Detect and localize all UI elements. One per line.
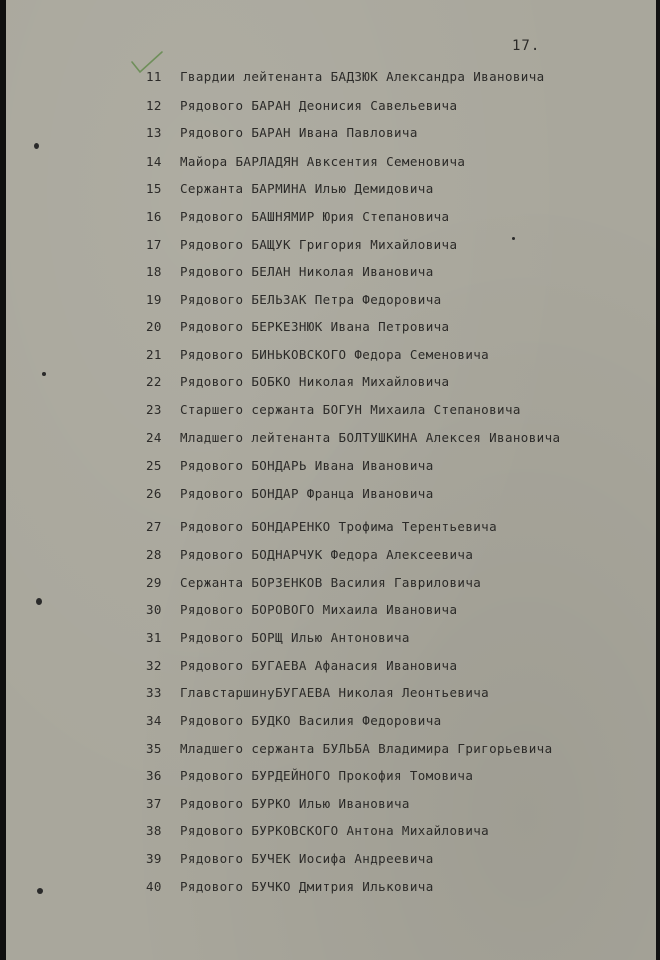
entry-text: Рядового БУРКО Илью Ивановича	[180, 796, 410, 811]
entry-number: 12	[146, 98, 162, 113]
entry-text: Рядового БОНДАРЕНКО Трофима Терентьевича	[180, 519, 498, 534]
entry-number: 32	[146, 658, 162, 673]
page-number: 17.	[512, 38, 541, 54]
entry-text: Рядового БОРЩ Илью Антоновича	[180, 630, 410, 645]
scan-border-right	[656, 0, 660, 960]
entry-number: 22	[146, 374, 162, 389]
entry-text: Рядового БУЧКО Дмитрия Ильковича	[180, 879, 434, 894]
entry-text: Старшего сержанта БОГУН Михаила Степановича	[180, 402, 521, 417]
entry-number: 24	[146, 430, 162, 445]
entry-number: 14	[146, 154, 162, 169]
ink-smudge	[34, 143, 39, 149]
ink-smudge	[512, 237, 515, 240]
entry-number: 21	[146, 347, 162, 362]
entry-number: 25	[146, 458, 162, 473]
entry-number: 29	[146, 575, 162, 590]
entry-text: Рядового БАРАН Ивана Павловича	[180, 125, 418, 140]
entry-number: 26	[146, 486, 162, 501]
entry-text: Рядового БОНДАРЬ Ивана Ивановича	[180, 458, 434, 473]
ink-smudge	[42, 372, 46, 376]
entry-number: 16	[146, 209, 162, 224]
entry-number: 35	[146, 741, 162, 756]
entry-text: ГлавстаршинуБУГАЕВА Николая Леонтьевича	[180, 685, 490, 700]
entry-number: 18	[146, 264, 162, 279]
entry-text: Рядового БЕЛАН Николая Ивановича	[180, 264, 434, 279]
entry-text: Гвардии лейтенанта БАДЗЮК Александра Ивановича	[180, 69, 545, 84]
entry-number: 20	[146, 319, 162, 334]
entry-number: 15	[146, 181, 162, 196]
entry-number: 34	[146, 713, 162, 728]
entry-number: 13	[146, 125, 162, 140]
entry-number: 37	[146, 796, 162, 811]
entry-text: Майора БАРЛАДЯН Авксентия Семеновича	[180, 154, 466, 169]
entry-text: Рядового БУДКО Василия Федоровича	[180, 713, 442, 728]
entry-text: Рядового БЕЛЬЗАК Петра Федоровича	[180, 292, 442, 307]
entry-text: Рядового БОРОВОГО Михаила Ивановича	[180, 602, 458, 617]
entry-number: 27	[146, 519, 162, 534]
entry-text: Рядового БЕРКЕЗНЮК Ивана Петровича	[180, 319, 450, 334]
entry-text: Младшего лейтенанта БОЛТУШКИНА Алексея Ивановича	[180, 430, 561, 445]
entry-number: 39	[146, 851, 162, 866]
entry-number: 38	[146, 823, 162, 838]
entry-text: Младшего сержанта БУЛЬБА Владимира Григорьевича	[180, 741, 553, 756]
entry-text: Рядового БОДНАРЧУК Федора Алексеевича	[180, 547, 474, 562]
entry-text: Рядового БУЧЕК Иосифа Андреевича	[180, 851, 434, 866]
entry-number: 36	[146, 768, 162, 783]
entry-text: Рядового БАШНЯМИР Юрия Степановича	[180, 209, 450, 224]
entry-text: Рядового БУРДЕЙНОГО Прокофия Томовича	[180, 768, 474, 783]
entry-text: Рядового БАЩУК Григория Михайловича	[180, 237, 458, 252]
entry-number: 31	[146, 630, 162, 645]
entry-number: 30	[146, 602, 162, 617]
entry-text: Рядового БУГАЕВА Афанасия Ивановича	[180, 658, 458, 673]
ink-smudge	[36, 598, 42, 605]
entry-text: Сержанта БОРЗЕНКОВ Василия Гавриловича	[180, 575, 482, 590]
entry-text: Рядового БУРКОВСКОГО Антона Михайловича	[180, 823, 490, 838]
entry-text: Сержанта БАРМИНА Илью Демидовича	[180, 181, 434, 196]
entry-number: 19	[146, 292, 162, 307]
entry-number: 23	[146, 402, 162, 417]
entry-text: Рядового БИНЬКОВСКОГО Федора Семеновича	[180, 347, 490, 362]
entry-text: Рядового БАРАН Деонисия Савельевича	[180, 98, 458, 113]
entry-number: 40	[146, 879, 162, 894]
entry-number: 11	[146, 69, 162, 84]
entry-number: 28	[146, 547, 162, 562]
scan-border-left	[0, 0, 6, 960]
ink-smudge	[37, 888, 43, 894]
document-page	[6, 0, 656, 960]
entry-number: 33	[146, 685, 162, 700]
entry-text: Рядового БОНДАР Франца Ивановича	[180, 486, 434, 501]
entry-text: Рядового БОБКО Николая Михайловича	[180, 374, 450, 389]
entry-number: 17	[146, 237, 162, 252]
